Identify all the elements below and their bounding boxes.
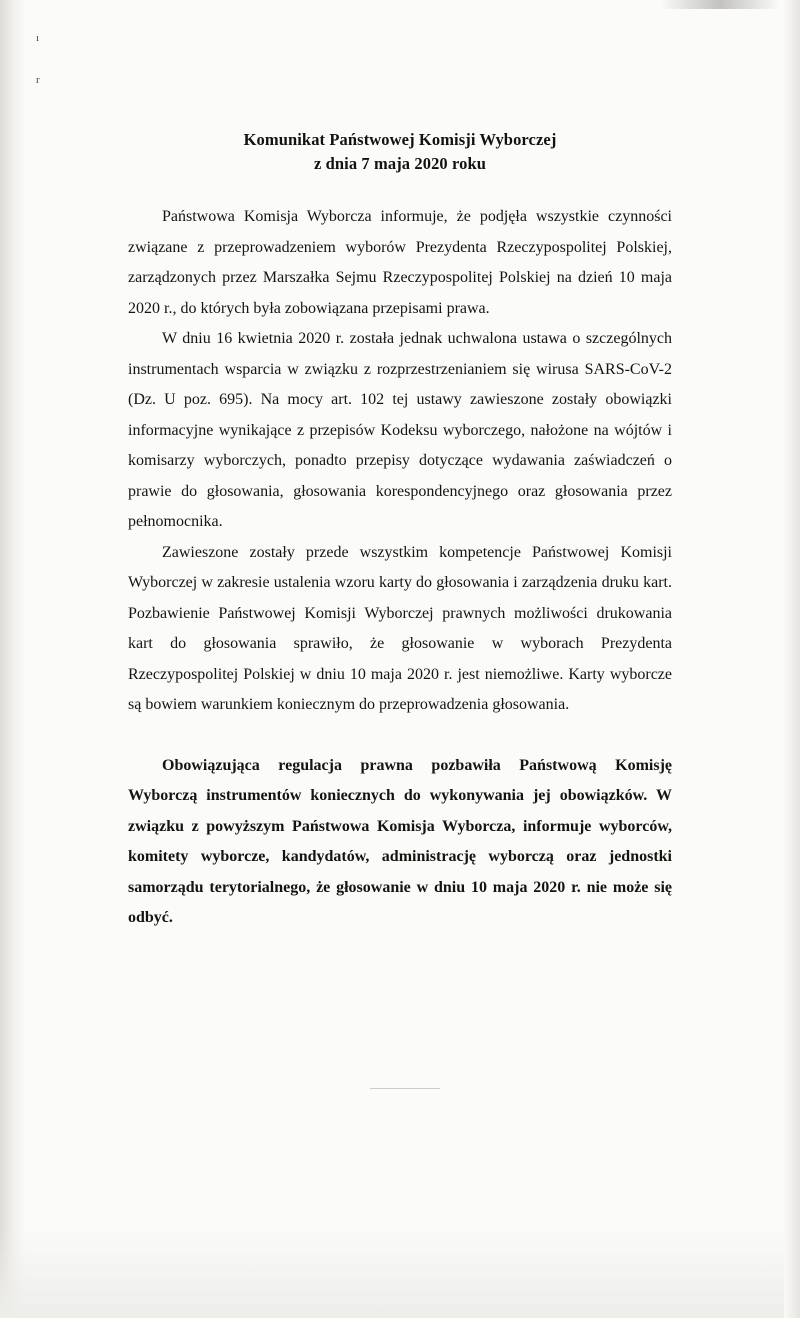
- paragraph-4: Obowiązująca regulacja prawna pozbawiła Państwową Komisję Wyborczą instrumentów koniecznych do wykonywania jej obowiązków. W związku z powyższym Państwowa Komisja Wyborcza, informuje wyborców, komitety wyborcze, kandydatów, administrację wyborczą oraz jednostki samorządu terytorialnego, że głosowanie w dniu 10 maja 2020 r. nie może się odbyć.: [128, 756, 672, 926]
- paragraph-3: Zawieszone zostały przede wszystkim kompetencje Państwowej Komisji Wyborczej w zakresie ustalenia wzoru karty do głosowania i zarządzenia druku kart. Pozbawienie Państwowej Komisji Wyborczej prawnych możliwości drukowania kart do głosowania sprawiło, że głosowanie w wyborach Prezydenta Rzeczypospolitej Polskiej w dniu 10 maja 2020 r. jest niemożliwe. Karty wyborcze są bowiem warunkiem koniecznym do przeprowadzenia głosowania.: [128, 543, 672, 713]
- title-line-2: z dnia 7 maja 2020 roku: [313, 154, 487, 173]
- document-content: [128, 0, 672, 934]
- paragraph-spacer: [128, 721, 672, 751]
- title-line-1: Komunikat Państwowej Komisji Wyborczej: [243, 130, 557, 149]
- margin-mark-second: r: [36, 74, 40, 86]
- paragraph-2: W dniu 16 kwietnia 2020 r. została jednak uchwalona ustawa o szczególnych instrumentach wsparcia w związku z rozprzestrzenianiem się wirusa SARS-CoV-2 (Dz. U poz. 695). Na mocy art. 102 tej ustawy zawieszone zostały obowiązki informacyjne wynikające z przepisów Kodeksu wyborczego, nałożone na wójtów i komisarzy wyborczych, ponadto przepisy dotyczące wydawania zaświadczeń o prawie do głosowania, głosowania korespondencyjnego oraz głosowania przez pełnomocnika.: [128, 330, 672, 530]
- page-title: [128, 128, 672, 176]
- scan-smudge: [660, 0, 780, 9]
- document-body: [128, 202, 672, 934]
- paragraph-1: Państwowa Komisja Wyborcza informuje, że podjęła wszystkie czynności związane z przeprowadzeniem wyborów Prezydenta Rzeczypospolitej Polskiej, zarządzonych przez Marszałka Sejmu Rzeczypospolitej Polskiej na dzień 10 maja 2020 r., do których była zobowiązana przepisami prawa.: [128, 208, 672, 317]
- scan-artifact-line: [370, 1088, 440, 1089]
- page-bottom-shadow: [0, 1228, 800, 1318]
- margin-mark-top: ı: [36, 32, 40, 44]
